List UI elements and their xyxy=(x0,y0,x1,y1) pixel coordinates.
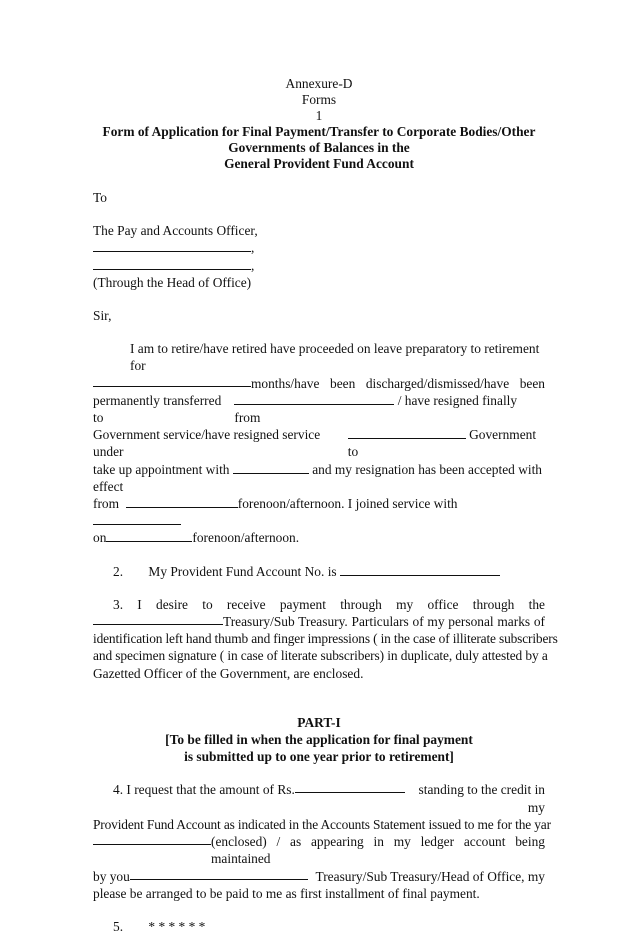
form-title-line1: Form of Application for Final Payment/Transfer to Corporate Bodies/Other xyxy=(102,124,536,139)
blank-line xyxy=(93,240,251,252)
blank-line xyxy=(126,496,238,508)
para4-line3: (enclosed) / as appearing in my ledger account being maintained xyxy=(93,833,545,867)
para3-line3: identification left hand thumb and finger impressions ( in the case of illiterate subscribers xyxy=(93,631,558,647)
blank-line xyxy=(93,833,211,845)
blank-line xyxy=(93,613,223,625)
para3-line4: and specimen signature ( in case of literate subscribers) in duplicate, duly attested by a xyxy=(93,648,548,664)
para4-line2: Provident Fund Account as indicated in the Accounts Statement issued to me for the yar xyxy=(93,816,551,832)
salutation: Sir, xyxy=(93,308,112,324)
blank-line xyxy=(93,375,251,387)
blank-line xyxy=(93,513,181,525)
form-title-line3: General Provident Fund Account xyxy=(224,156,414,171)
para1-line2: months/have been discharged/dismissed/have been xyxy=(93,375,545,392)
part1-heading: PART-I xyxy=(297,714,341,730)
through-line: (Through the Head of Office) xyxy=(93,274,252,290)
annexure-label: Annexure-D xyxy=(285,76,353,91)
paragraph-1 xyxy=(93,340,545,546)
blank-line xyxy=(234,393,394,405)
address-blank-1: , xyxy=(93,239,545,256)
para4-line5: please be arranged to be paid to me as first installment of final payment. xyxy=(93,885,480,901)
blank-line xyxy=(93,258,251,270)
para1-line7: on forenoon/afternoon. xyxy=(93,530,300,546)
to-label: To xyxy=(93,190,107,205)
blank-line xyxy=(130,868,308,880)
paragraph-4 xyxy=(93,781,551,901)
part1-subheading-1: [To be filled in when the application for final payment xyxy=(165,732,473,748)
paragraph-5: 5. * * * * * * xyxy=(113,918,206,934)
document-header xyxy=(93,76,545,172)
blank-line xyxy=(348,427,466,439)
account-number-blank xyxy=(340,564,500,576)
amount-blank xyxy=(295,781,405,793)
form-title-line2: Governments of Balances in the xyxy=(228,140,410,155)
blank-line xyxy=(233,462,309,474)
para1-line3: permanently transferred to / have resigned finally from xyxy=(93,392,518,426)
form-number: 1 xyxy=(315,108,323,123)
address-blank-2: , xyxy=(93,257,545,274)
para1-line4: Government service/have resigned service under Government to xyxy=(93,427,537,460)
para4-line1: 4. I request that the amount of Rs. standing to the credit in my xyxy=(113,782,545,815)
paragraph-3 xyxy=(93,596,558,682)
part1-section-heading xyxy=(93,714,545,766)
part1-subheading-2: is submitted up to one year prior to retirement] xyxy=(184,749,454,765)
para1-line1: I am to retire/have retired have proceeded on leave preparatory to retirement for xyxy=(130,341,540,374)
blank-line xyxy=(106,530,192,542)
para4-line4: by you Treasury/Sub Treasury/Head of Office, my xyxy=(93,868,545,884)
para3-line2: Treasury/Sub Treasury. Particulars of my personal marks of xyxy=(93,613,545,630)
para3-line5: Gazetted Officer of the Government, are enclosed. xyxy=(93,665,364,681)
para3-line1: 3. I desire to receive payment through my office through the xyxy=(113,596,545,612)
para1-line6: from forenoon/afternoon. I joined service with xyxy=(93,495,545,529)
forms-label: Forms xyxy=(301,92,337,107)
para1-line5: take up appointment with and my resignation has been accepted with effect xyxy=(93,461,542,494)
officer-line: The Pay and Accounts Officer, xyxy=(93,223,258,239)
paragraph-2: 2. My Provident Fund Account No. is xyxy=(93,563,545,580)
